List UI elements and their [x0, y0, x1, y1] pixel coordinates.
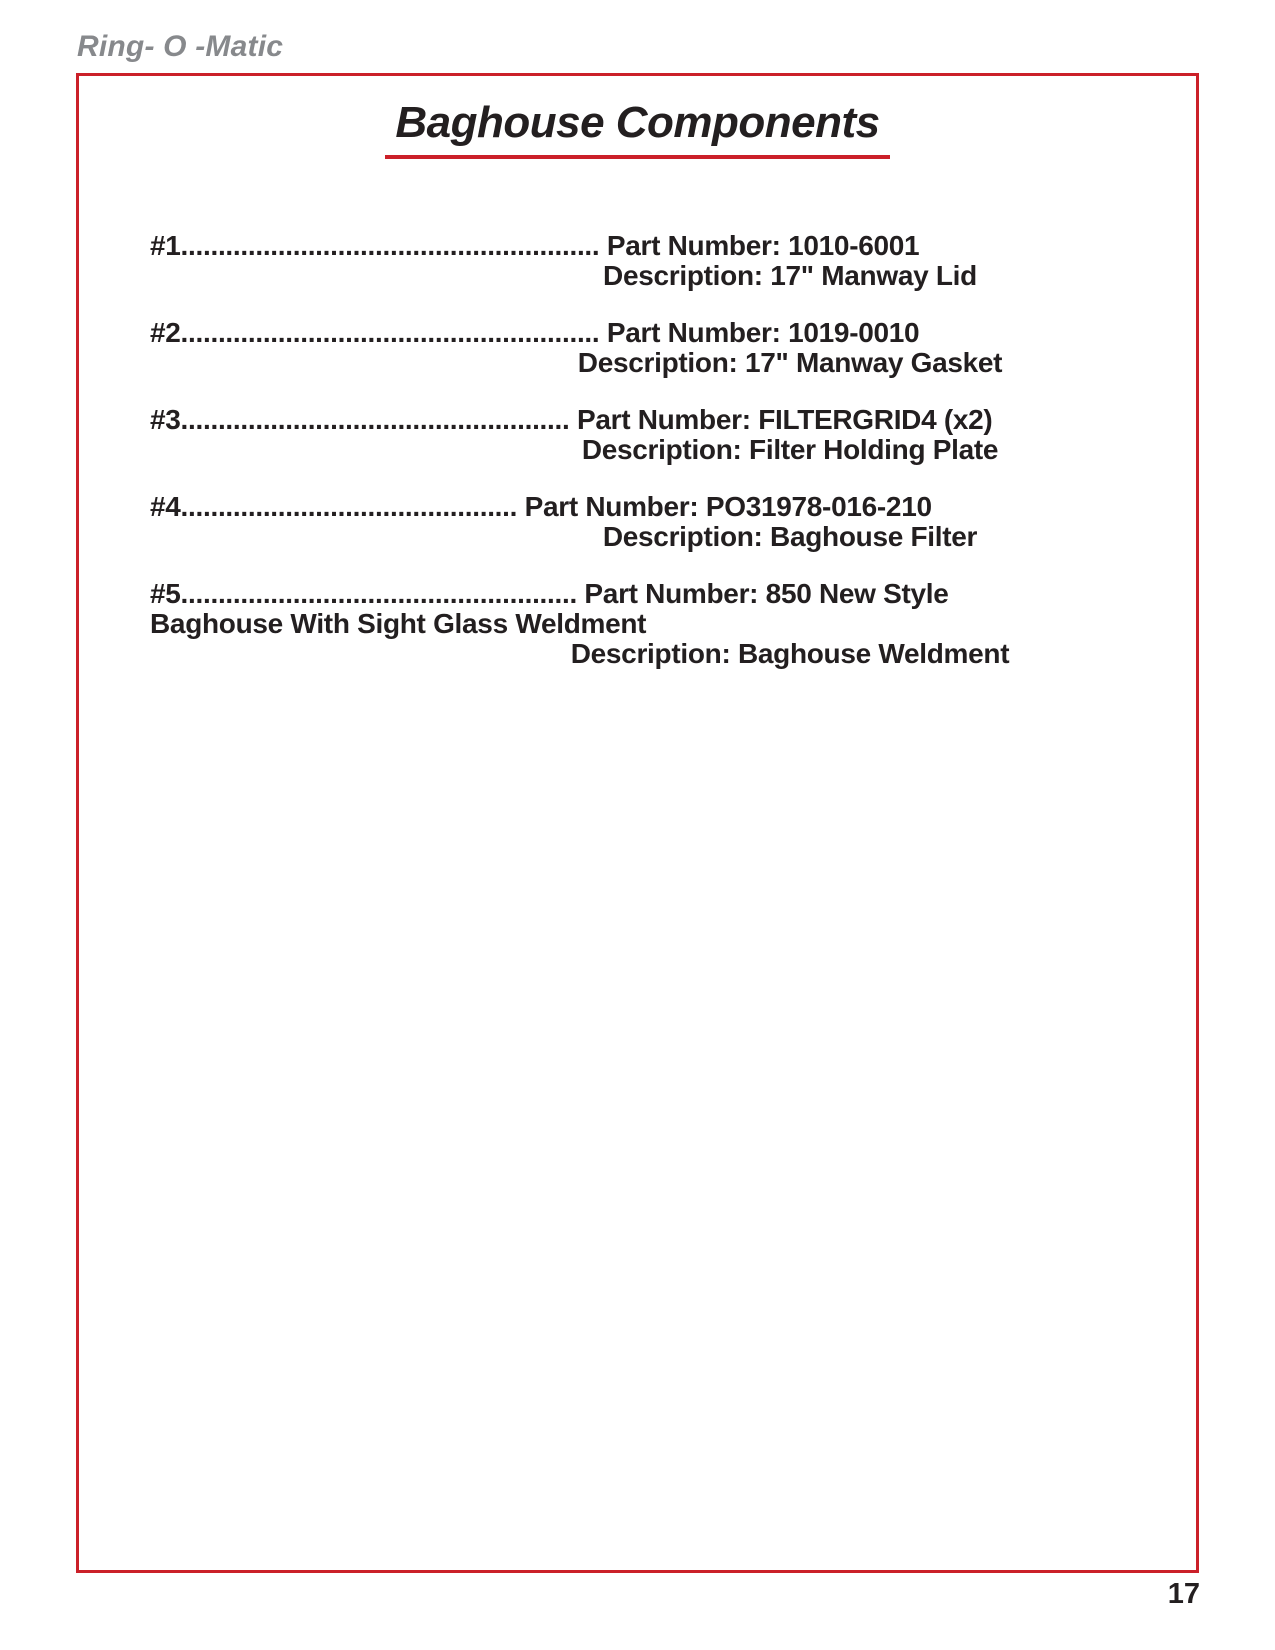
title-wrap	[79, 96, 1196, 159]
part-description-line: Description: Baghouse Filter	[602, 521, 978, 552]
part-number-line: #5..................................................... Part Number: 850 New Style	[150, 578, 949, 609]
part-description-line: Description: Baghouse Weldment	[570, 638, 1010, 669]
part-description-line: Description: 17" Manway Gasket	[577, 347, 1003, 378]
brand-logo-text: Ring- O -Matic	[77, 30, 284, 63]
part-item	[150, 492, 1166, 552]
part-wrap-line: Baghouse With Sight Glass Weldment	[150, 608, 647, 639]
part-item	[150, 579, 1166, 669]
part-item	[150, 405, 1166, 465]
part-number-line: #4............................................. Part Number: PO31978-016-210	[150, 491, 932, 522]
page-title: Baghouse Components	[385, 96, 889, 159]
part-item	[150, 231, 1166, 291]
part-number-line: #2........................................................ Part Number: 1019-0010	[150, 317, 920, 348]
page-number: 17	[1167, 1578, 1200, 1610]
part-item	[150, 318, 1166, 378]
part-number-line: #1........................................................ Part Number: 1010-6001	[150, 230, 920, 261]
parts-list	[150, 231, 1166, 669]
part-description-line: Description: Filter Holding Plate	[581, 434, 999, 465]
part-description-line: Description: 17" Manway Lid	[603, 260, 977, 291]
part-number-line: #3.................................................... Part Number: FILTERGRID4 (x2)	[150, 404, 993, 435]
content-frame	[76, 73, 1199, 1573]
